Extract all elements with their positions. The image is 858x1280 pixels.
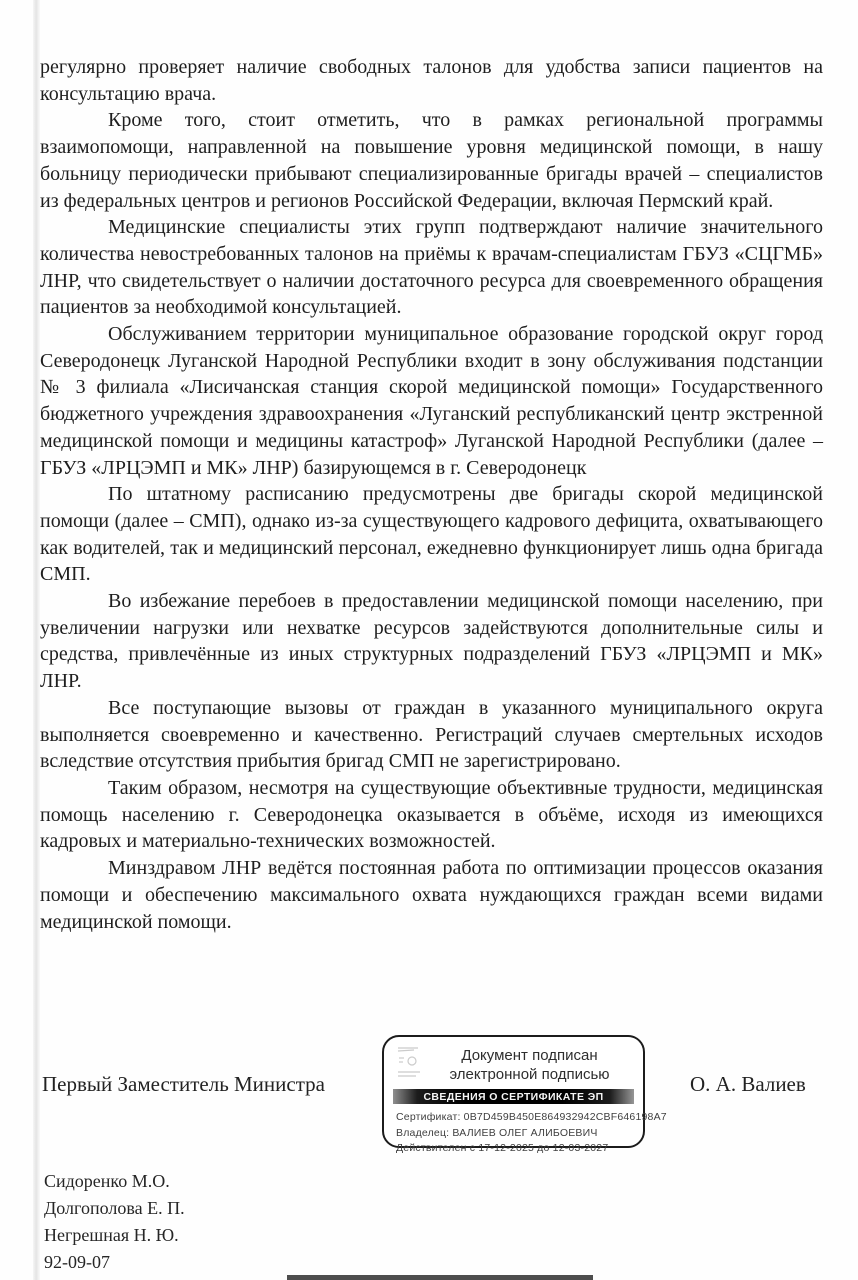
footer-line: Негрешная Н. Ю. [44, 1225, 179, 1245]
stamp-emblem-icon [396, 1045, 426, 1081]
certificate-owner: Владелец: ВАЛИЕВ ОЛЕГ АЛИБОЕВИЧ [396, 1126, 598, 1139]
certificate-number: Сертификат: 0B7D459B450E864932942CBF646198A7 [396, 1111, 667, 1123]
footer-line: Сидоренко М.О. [44, 1171, 170, 1191]
footer-line: Долгополова Е. П. [44, 1198, 185, 1218]
document-body [40, 54, 823, 935]
body-paragraph: Обслуживанием территории муниципальное образование городской округ город Северодонецк Луганской Народной Республики входит в зону обслуживания подстанции № 3 филиала «Лисичанская станция скорой медицинской помощи» Государственного бюджетного учреждения здравоохранения «Луганский республиканский центр экстренной медицинской помощи и медицины катастроф» Луганской Народной Республики (далее – ГБУЗ «ЛРЦЭМП и МК» ЛНР) базирующемся в г. Северодонецк [40, 323, 823, 479]
footer-line: 92-09-07 [44, 1252, 110, 1272]
stamp-title-line1: Документ подписан [461, 1047, 598, 1064]
body-paragraph: Кроме того, стоит отметить, что в рамках региональной программы взаимопомощи, направленной на повышение уровня медицинской помощи, в нашу больницу периодически прибывают специализированные бригады врачей – специалистов из федеральных центров и регионов Российской Федерации, включая Пермский край. [40, 109, 823, 212]
certificate-info-bar: СВЕДЕНИЯ О СЕРТИФИКАТЕ ЭП [393, 1089, 634, 1104]
body-paragraph: Во избежание перебоев в предоставлении медицинской помощи населению, при увеличении нагрузки или нехватке ресурсов задействуются дополнительные силы и средства, привлечённые из иных структурных подразделений ГБУЗ «ЛРЦЭМП и МК» ЛНР. [40, 590, 823, 693]
body-paragraph: Медицинские специалисты этих групп подтверждают наличие значительного количества невостребованных талонов на приёмы к врачам-специалистам ГБУЗ «СЦГМБ» ЛНР, что свидетельствует о наличии достаточного ресурса для своевременного обращения пациентов за необходимой консультацией. [40, 216, 823, 319]
stamp-header [384, 1037, 643, 1086]
body-paragraph: По штатному расписанию предусмотрены две бригады скорой медицинской помощи (далее – СМП), однако из-за существующего кадрового дефицита, охватывающего как водителей, так и медицинский персонал, ежедневно функционирует лишь одна бригада СМП. [40, 483, 823, 586]
executors-block [44, 1168, 185, 1276]
stamp-title [426, 1045, 633, 1084]
page-edge-shadow [33, 0, 40, 1280]
body-paragraph: регулярно проверяет наличие свободных талонов для удобства записи пациентов на консультацию врача. [40, 56, 823, 105]
body-paragraph: Минздравом ЛНР ведётся постоянная работа по оптимизации процессов оказания помощи и обеспечению максимального охвата нуждающихся граждан всеми видами медицинской помощи. [40, 857, 823, 933]
digital-signature-stamp [382, 1035, 667, 1154]
body-paragraph: Таким образом, несмотря на существующие объективные трудности, медицинская помощь населению г. Северодонецка оказывается в объёме, исходя из имеющихся кадровых и материально-технических возможностей. [40, 776, 823, 853]
bottom-scroll-indicator [287, 1275, 593, 1280]
signatory-title: Первый Заместитель Министра [42, 1072, 325, 1096]
signatory-name: О. А. Валиев [690, 1072, 806, 1096]
stamp-title-line2: электронной подписью [449, 1066, 610, 1083]
certificate-details [384, 1104, 667, 1157]
body-paragraph: Все поступающие вызовы от граждан в указанного муниципального округа выполняется своевременно и качественно. Регистраций случаев смертельных исходов вследствие отсутствия прибытия бригад СМП не зарегистрировано. [40, 696, 823, 773]
certificate-validity: Действителен с 17-12-2025 до 12-03-2027 [396, 1142, 609, 1154]
